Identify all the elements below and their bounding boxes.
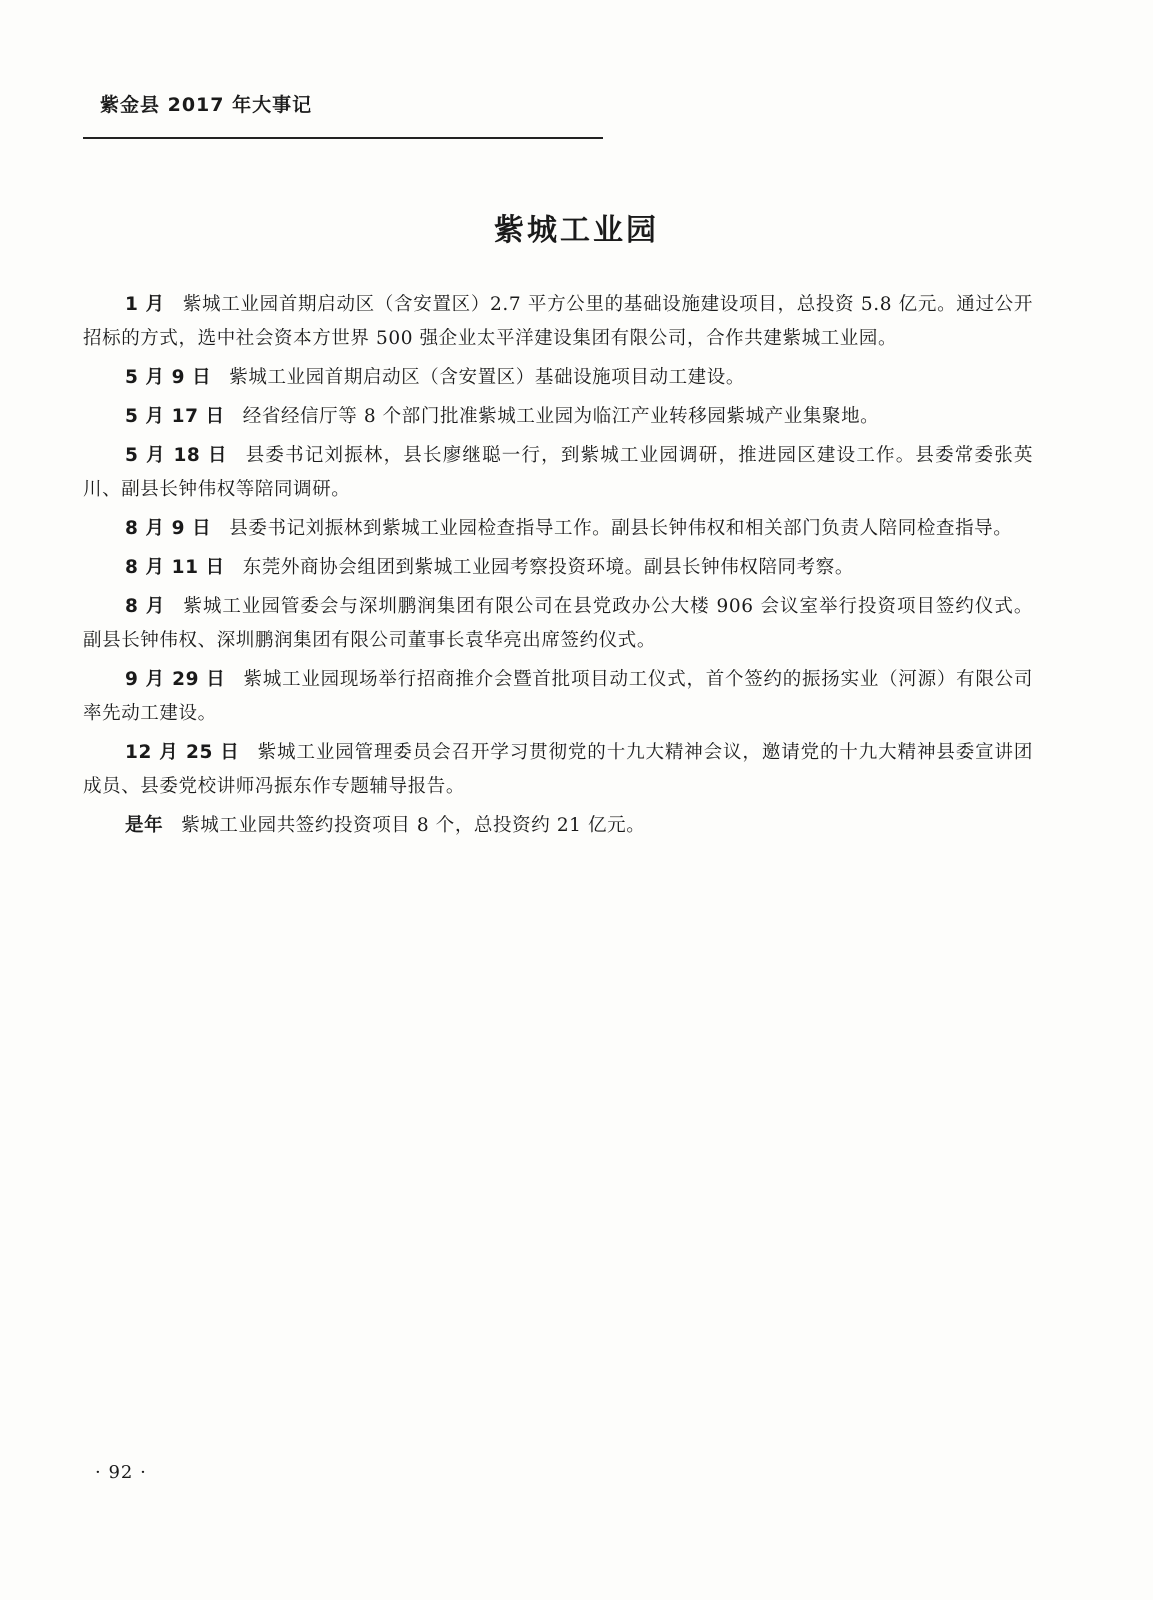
entry-date: 9 月 29 日: [125, 669, 226, 690]
entry-date: 8 月 11 日: [125, 557, 225, 578]
entry: [83, 551, 1033, 585]
entry-date: 5 月 18 日: [125, 445, 228, 466]
entry-date: 1 月: [125, 294, 165, 315]
running-header: 紫金县 2017 年大事记: [100, 94, 313, 116]
entry-text: 县委书记刘振林，县长廖继聪一行，到紫城工业园调研，推进园区建设工作。县委常委张英川、副县长钟伟权等陪同调研。: [83, 445, 1033, 500]
header-rule: [83, 137, 603, 139]
entry: [83, 512, 1033, 546]
entry-date: 5 月 17 日: [125, 406, 225, 427]
entry-text: 紫城工业园管委会与深圳鹏润集团有限公司在县党政办公大楼 906 会议室举行投资项目签约仪式。副县长钟伟权、深圳鹏润集团有限公司董事长袁华亮出席签约仪式。: [83, 596, 1033, 651]
entry-date: 5 月 9 日: [125, 367, 212, 388]
entry-text: 县委书记刘振林到紫城工业园检查指导工作。副县长钟伟权和相关部门负责人陪同检查指导。: [229, 518, 1013, 539]
entry-text: 紫城工业园首期启动区（含安置区）2.7 平方公里的基础设施建设项目，总投资 5.8 亿元。通过公开招标的方式，选中社会资本方世界 500 强企业太平洋建设集团有限公司，合作共建紫城工业园。: [83, 294, 1033, 349]
entry-text: 紫城工业园共签约投资项目 8 个，总投资约 21 亿元。: [181, 815, 646, 836]
entry-text: 紫城工业园管理委员会召开学习贯彻党的十九大精神会议，邀请党的十九大精神县委宣讲团成员、县委党校讲师冯振东作专题辅导报告。: [83, 742, 1033, 797]
entries-list: [83, 288, 1033, 848]
entry: [83, 809, 1033, 843]
entry: [83, 439, 1033, 507]
entry: [83, 590, 1033, 658]
entry: [83, 361, 1033, 395]
entry: [83, 400, 1033, 434]
entry: [83, 663, 1033, 731]
section-title: 紫城工业园: [494, 213, 659, 248]
page-number: · 92 ·: [95, 1462, 147, 1483]
entry-text: 东莞外商协会组团到紫城工业园考察投资环境。副县长钟伟权陪同考察。: [242, 557, 854, 578]
entry-date: 是年: [125, 815, 164, 836]
entry-date: 8 月: [125, 596, 166, 617]
entry: [83, 736, 1033, 804]
entry-text: 紫城工业园首期启动区（含安置区）基础设施项目动工建设。: [229, 367, 745, 388]
entry: [83, 288, 1033, 356]
entry-date: 12 月 25 日: [125, 742, 240, 763]
entry-text: 经省经信厅等 8 个部门批准紫城工业园为临江产业转移园紫城产业集聚地。: [242, 406, 880, 427]
entry-date: 8 月 9 日: [125, 518, 212, 539]
entry-text: 紫城工业园现场举行招商推介会暨首批项目动工仪式，首个签约的振扬实业（河源）有限公司率先动工建设。: [83, 669, 1033, 724]
